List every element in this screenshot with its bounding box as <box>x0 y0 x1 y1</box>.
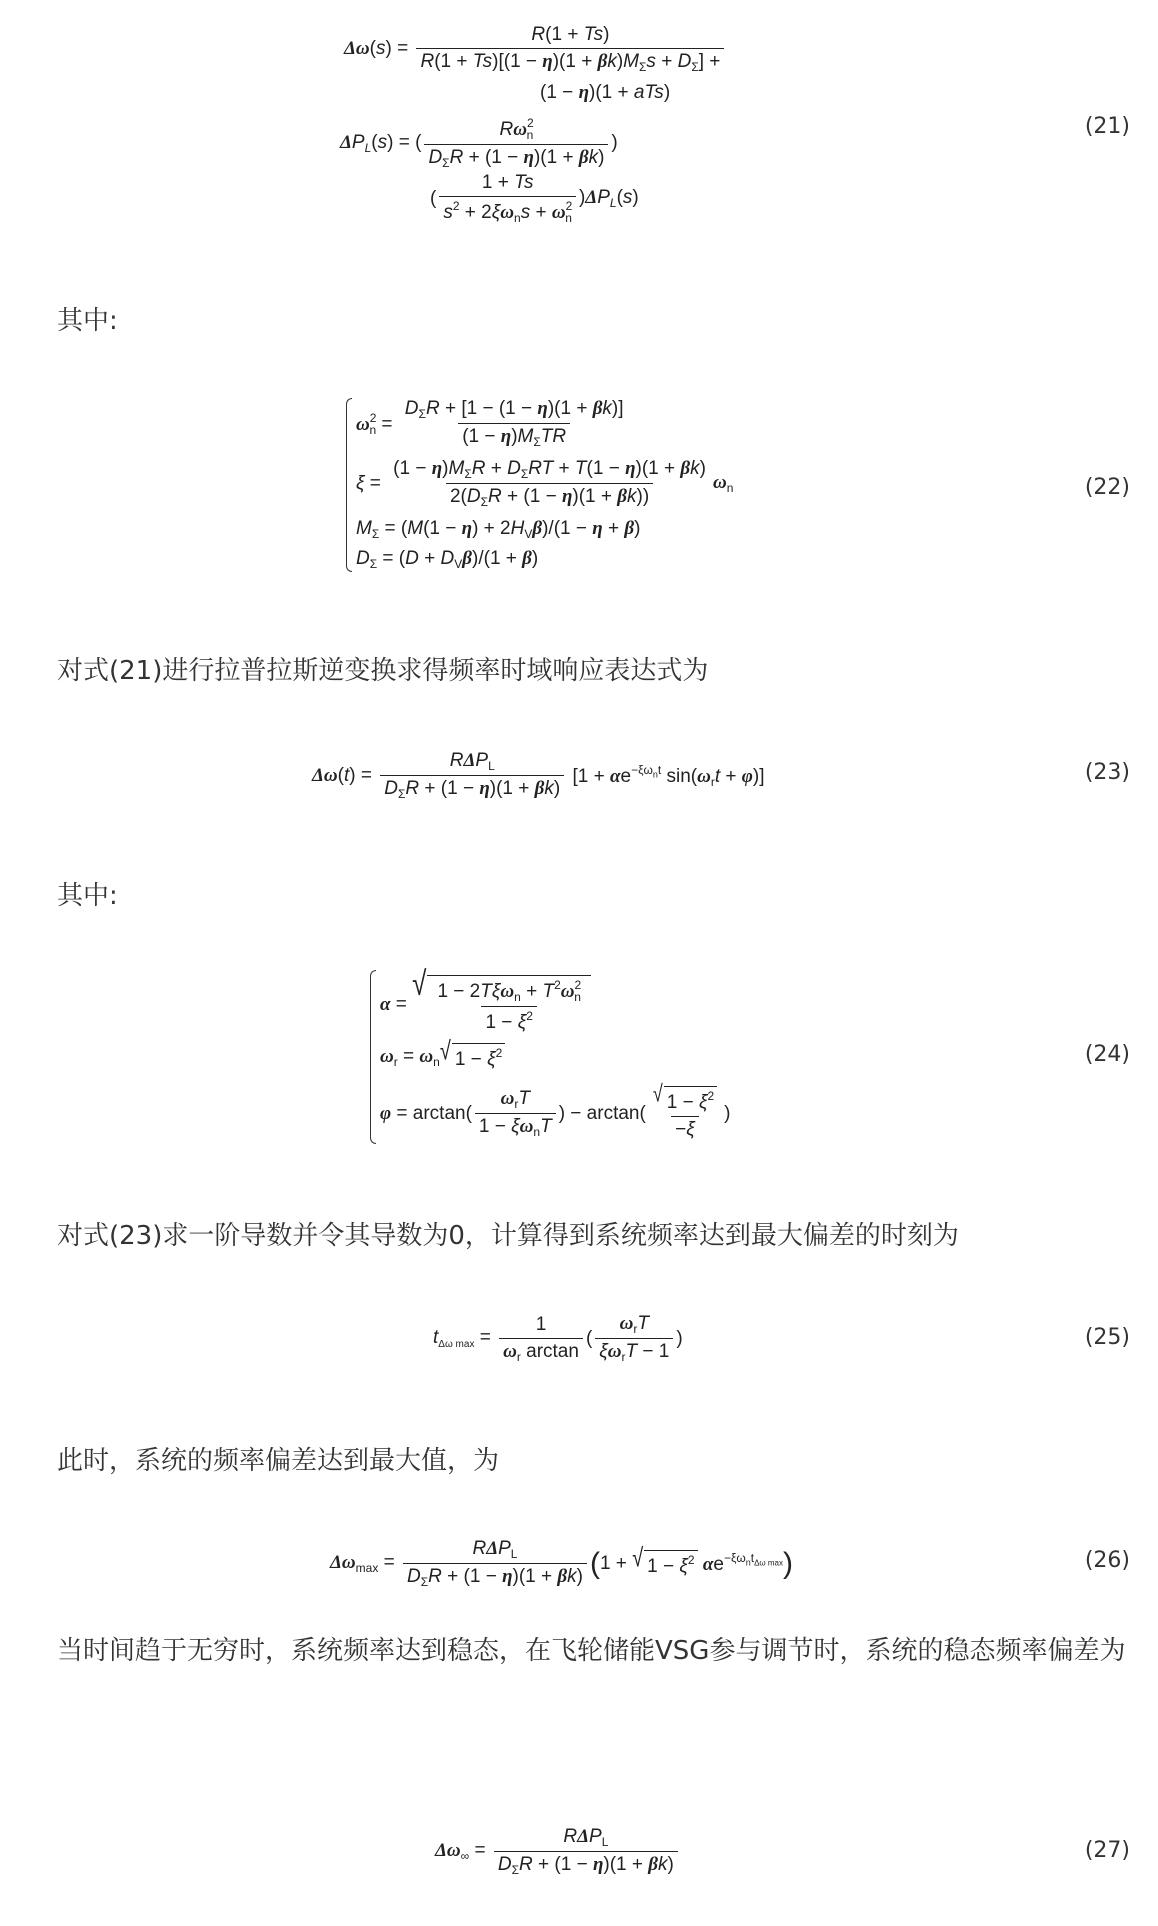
equation-27: $\Delta\omega_\infty$ = $\frac{R\Delta P_L}{D_\Sigma R + (1 - \eta)(1 + \beta k)}$ <box>435 1826 681 1877</box>
equation-22-line3: $M_\Sigma = (M(1 - \eta) + 2H_V\beta)/(1 - \eta + \beta)$ <box>356 518 641 541</box>
equation-number-22: (22) <box>1084 475 1130 500</box>
equation-25: $t_{\Delta\omega max}$ = $\frac{1}{\omega_r \arctan}$ ( $\frac{\omega_rT}{\xi\omega_rT - 1}$ ) <box>433 1313 683 1364</box>
equation-24-line1: α = √ $\frac{1 - 2T\xi\omega_n + T^2\omega^2_n}{1 - \xi^2}$ <box>380 975 591 1034</box>
equation-number-23: (23) <box>1084 760 1130 785</box>
equation-21-line1: Δω(s) = $\frac{R(1 + Ts)}{R(1 + Ts)[(1 - \eta)(1 + \beta k)M_\Sigma s + D_\Sigma] +}$ <box>344 24 727 74</box>
equation-21-line2: (1 − η)(1 + aTs) <box>540 82 671 103</box>
equation-26: $\Delta\omega_{max}$ = $\frac{R\Delta P_L}{D_\Sigma R + (1 - \eta)(1 + \beta k)}$ ( 1 + √ $1 - \xi^2$ $\alpha e^{-\xi\omega_nt_{\Delta\omega max}}$ ) <box>330 1538 794 1589</box>
equation-21-line4: ( $\frac{1 + Ts}{s^2 + 2\xi\omega_ns + \omega^2_n}$ )$\Delta P_L(s)$ <box>430 172 639 225</box>
equation-number-24: (24) <box>1084 1042 1130 1067</box>
equation-24-line3: φ = arctan( $\frac{\omega_rT}{1 - \xi\omega_nT}$ ) − arctan( √ $1 - \xi^2$ −ξ ) <box>380 1080 731 1140</box>
equation-number-21: (21) <box>1084 114 1130 139</box>
paragraph-derivative: 对式(23)求一阶导数并令其导数为0，计算得到系统频率达到最大偏差的时刻为 <box>57 1221 959 1251</box>
paragraph-max-deviation: 此时，系统的频率偏差达到最大值，为 <box>57 1446 500 1476</box>
equation-21-line3: $\Delta P_L(s)$ = ( $\frac{R\omega^2_n}{D_\Sigma R + (1 - \eta)(1 + \beta k)}$ ) <box>340 116 618 170</box>
paragraph-inverse-laplace: 对式(21)进行拉普拉斯逆变换求得频率时域响应表达式为 <box>57 656 709 686</box>
equation-number-27: (27) <box>1084 1838 1130 1863</box>
equation-22-line2: ξ = $\frac{(1 - \eta)M_\Sigma R + D_\Sigma RT + T(1 - \eta)(1 + \beta k)}{2(D_\Sigma R + (1 - \eta)(1 + \beta k))}$ $\omega_n$ <box>356 458 734 509</box>
equation-22-line4: $D_\Sigma = (D + D_V\beta)/(1 + \beta)$ <box>356 548 539 571</box>
equation-number-26: (26) <box>1084 1548 1130 1573</box>
equation-22-line1: $\omega^2_n$ = $\frac{D_\Sigma R + [1 - (1 - \eta)(1 + \beta k)]}{(1 - \eta)M_\Sigma TR}$ <box>356 398 624 449</box>
where-label-1: 其中: <box>57 306 118 336</box>
equation-24-line2: $\omega_r = \omega_n$ √ $1 - \xi^2$ <box>380 1043 505 1071</box>
where-label-2: 其中: <box>57 881 118 911</box>
equation-22-brace <box>346 398 352 572</box>
equation-24-brace <box>370 970 376 1144</box>
equation-number-25: (25) <box>1084 1325 1130 1350</box>
paragraph-steady-state: 当时间趋于无穷时，系统频率达到稳态，在飞轮储能VSG参与调节时，系统的稳态频率偏差为 <box>57 1636 1126 1666</box>
equation-23: Δω(t) = $\frac{R\Delta P_L}{D_\Sigma R + (1 - \eta)(1 + \beta k)}$ [$1 + \alpha e^{-\xi\omega_nt}$ $\sin(\omega_rt + \varphi)$] <box>312 750 765 801</box>
